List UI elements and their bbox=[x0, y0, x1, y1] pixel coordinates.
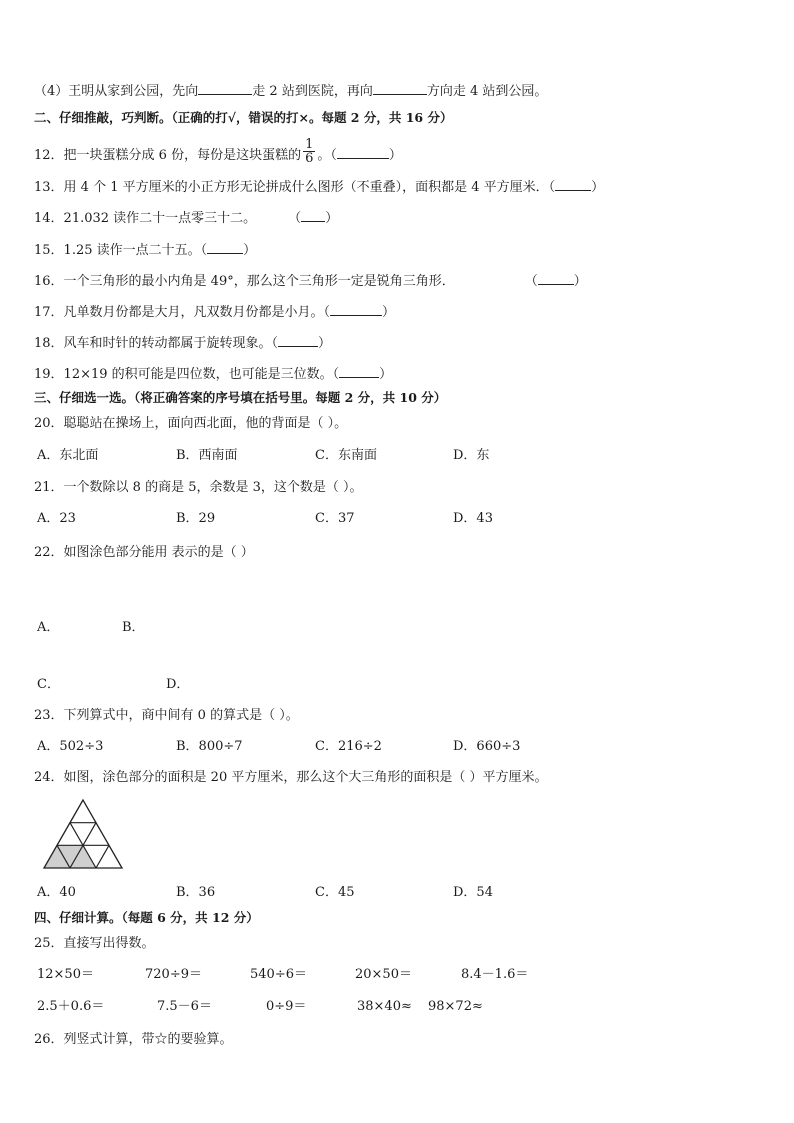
q20-option-d[interactable]: D．东 bbox=[453, 448, 490, 463]
q4-blank-1[interactable] bbox=[198, 82, 252, 95]
q13-close: ） bbox=[591, 180, 605, 195]
section-2-title: 二、仔细推敲，巧判断。（正确的打√，错误的打×。每题 2 分，共 16 分） bbox=[34, 110, 453, 125]
q21-option-b[interactable]: B．29 bbox=[176, 511, 216, 526]
question-19 bbox=[34, 365, 392, 383]
q14-close: ） bbox=[325, 211, 339, 226]
q25-calc-r2-5[interactable]: 98×72≈ bbox=[428, 999, 483, 1014]
q22-option-d[interactable]: D． bbox=[166, 677, 190, 692]
q19-answer-blank[interactable] bbox=[339, 365, 379, 378]
q14-answer-blank[interactable] bbox=[301, 209, 325, 222]
q16-answer-blank[interactable] bbox=[538, 272, 574, 285]
q24-option-c[interactable]: C．45 bbox=[315, 885, 355, 900]
q15-answer-blank[interactable] bbox=[207, 241, 243, 254]
q20-option-c[interactable]: C．东南面 bbox=[315, 448, 377, 463]
q12-text: 12．把一块蛋糕分成 6 份，每份是这块蛋糕的 bbox=[34, 148, 302, 163]
q24-triangle-figure bbox=[42, 798, 126, 870]
q25-calc-r2-1[interactable]: 2.5＋0.6＝ bbox=[37, 999, 105, 1014]
q14-text: 14．21.032 读作二十一点零三十二。 bbox=[34, 211, 257, 226]
q25-calc-r1-2[interactable]: 720÷9＝ bbox=[145, 967, 202, 982]
q4-suffix: 方向走 4 站到公园。 bbox=[426, 84, 548, 99]
q25-calc-r2-3[interactable]: 0÷9＝ bbox=[266, 999, 307, 1014]
question-20: 20．聪聪站在操场上，面向西北面，他的背面是（ ）。 bbox=[34, 416, 348, 431]
q23-option-c[interactable]: C．216÷2 bbox=[315, 739, 382, 754]
q23-option-d[interactable]: D．660÷3 bbox=[453, 739, 521, 754]
question-18 bbox=[34, 334, 331, 352]
q18-text: 18．风车和时针的转动都属于旋转现象。（ bbox=[34, 336, 279, 351]
q24-option-a[interactable]: A．40 bbox=[37, 885, 76, 900]
q17-text: 17．凡单数月份都是大月，凡双数月份都是小月。（ bbox=[34, 305, 331, 320]
q19-close: ） bbox=[379, 367, 393, 382]
q25-calc-r1-3[interactable]: 540÷6＝ bbox=[250, 967, 307, 982]
q25-calc-r1-4[interactable]: 20×50＝ bbox=[355, 967, 412, 982]
q20-option-b[interactable]: B．西南面 bbox=[176, 448, 238, 463]
q25-calc-r1-1[interactable]: 12×50＝ bbox=[37, 967, 94, 982]
question-25: 25．直接写出得数。 bbox=[34, 936, 155, 951]
question-4-line bbox=[34, 82, 547, 100]
q16-close: ） bbox=[573, 274, 587, 289]
q12-tail: 。（ bbox=[317, 148, 337, 163]
q25-calc-r2-2[interactable]: 7.5－6＝ bbox=[157, 999, 212, 1014]
q4-blank-2[interactable] bbox=[373, 82, 427, 95]
q12-fraction bbox=[303, 138, 315, 165]
question-16 bbox=[34, 272, 587, 290]
q12-answer-blank[interactable] bbox=[337, 146, 389, 159]
question-22: 22．如图涂色部分能用 表示的是（ ） bbox=[34, 545, 254, 560]
q4-mid: 走 2 站到医院，再向 bbox=[252, 84, 373, 99]
q25-calc-r2-4[interactable]: 38×40≈ bbox=[357, 999, 412, 1014]
q18-close: ） bbox=[318, 336, 332, 351]
q25-calc-r1-5[interactable]: 8.4－1.6＝ bbox=[461, 967, 529, 982]
question-26: 26．列竖式计算，带☆的要验算。 bbox=[34, 1032, 233, 1047]
section-4-title: 四、仔细计算。（每题 6 分，共 12 分） bbox=[34, 910, 259, 925]
q22-option-a[interactable]: A． bbox=[37, 620, 60, 635]
question-23: 23．下列算式中，商中间有 0 的算式是（ ）。 bbox=[34, 708, 299, 723]
q24-option-d[interactable]: D．54 bbox=[453, 885, 493, 900]
q14-open: （ bbox=[288, 211, 302, 226]
q15-text: 15．1.25 读作一点二十五。（ bbox=[34, 243, 208, 258]
q12-close: ） bbox=[388, 148, 402, 163]
q16-open: （ bbox=[524, 274, 538, 289]
q16-text: 16．一个三角形的最小内角是 49°，那么这个三角形一定是锐角三角形． bbox=[34, 274, 455, 289]
q15-close: ） bbox=[243, 243, 257, 258]
q24-option-b[interactable]: B．36 bbox=[176, 885, 216, 900]
question-13 bbox=[34, 178, 604, 196]
q21-option-d[interactable]: D．43 bbox=[453, 511, 493, 526]
question-17 bbox=[34, 303, 395, 321]
q21-option-a[interactable]: A．23 bbox=[37, 511, 76, 526]
q12-frac-num: 1 bbox=[305, 137, 314, 152]
question-21: 21．一个数除以 8 的商是 5，余数是 3，这个数是（ ）。 bbox=[34, 480, 363, 495]
question-24: 24．如图，涂色部分的面积是 20 平方厘米，那么这个大三角形的面积是（ ）平方厘米。 bbox=[34, 770, 548, 785]
q13-answer-blank[interactable] bbox=[555, 178, 591, 191]
q17-close: ） bbox=[382, 305, 396, 320]
question-14 bbox=[34, 209, 338, 227]
q20-option-a[interactable]: A．东北面 bbox=[37, 448, 99, 463]
q23-option-b[interactable]: B．800÷7 bbox=[176, 739, 243, 754]
q17-answer-blank[interactable] bbox=[330, 303, 382, 316]
q23-option-a[interactable]: A．502÷3 bbox=[37, 739, 104, 754]
question-15 bbox=[34, 241, 256, 259]
question-12 bbox=[34, 137, 402, 169]
q22-option-c[interactable]: C． bbox=[37, 677, 60, 692]
q24-grid-line bbox=[96, 845, 109, 868]
q18-answer-blank[interactable] bbox=[278, 334, 318, 347]
q21-option-c[interactable]: C．37 bbox=[315, 511, 355, 526]
q22-option-b[interactable]: B． bbox=[122, 620, 145, 635]
section-3-title: 三、仔细选一选。（将正确答案的序号填在括号里。每题 2 分，共 10 分） bbox=[34, 390, 447, 405]
q19-text: 19．12×19 的积可能是四位数，也可能是三位数。（ bbox=[34, 367, 340, 382]
q13-text: 13．用 4 个 1 平方厘米的小正方形无论拼成什么图形（不重叠），面积都是 4 平方厘米．（ bbox=[34, 180, 556, 195]
q4-prefix: （4）王明从家到公园，先向 bbox=[34, 84, 199, 99]
q12-frac-den: 6 bbox=[305, 151, 314, 166]
